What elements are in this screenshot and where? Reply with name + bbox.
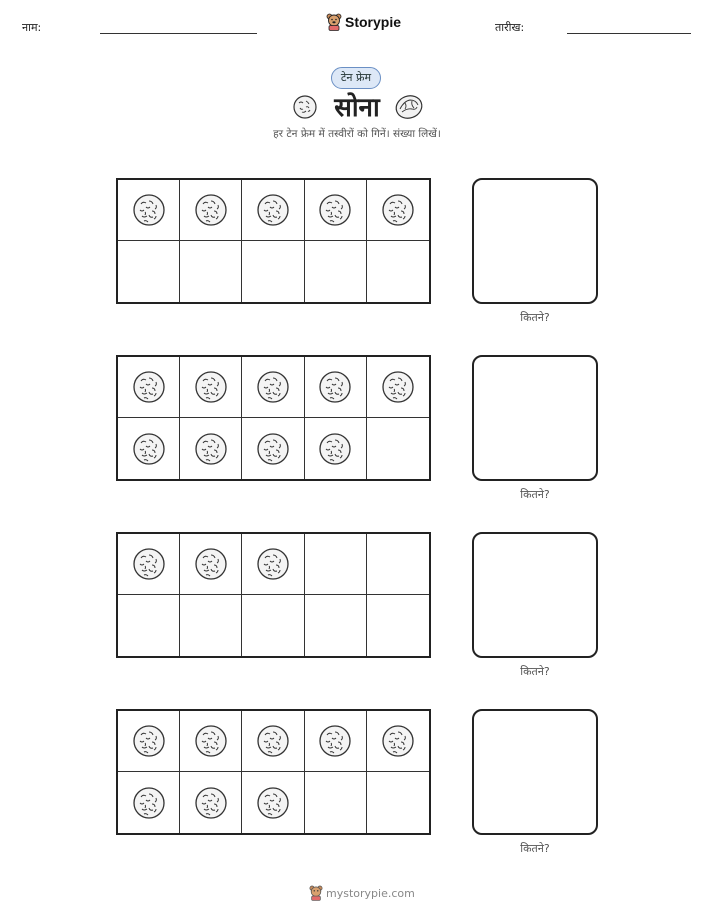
ten-frame-cell: [242, 357, 304, 418]
answer-prompt: कितने?: [520, 842, 550, 855]
ten-frame-cell: [118, 534, 180, 595]
ten-frame-cell: [242, 418, 304, 479]
name-label: नाम:: [22, 21, 42, 34]
ten-frame-cell: [242, 595, 304, 656]
answer-box[interactable]: [472, 355, 598, 481]
walnut-icon: [318, 724, 352, 758]
walnut-icon: [256, 432, 290, 466]
answer-prompt: कितने?: [520, 665, 550, 678]
ten-frame-cell: [242, 711, 304, 772]
walnut-icon: [318, 432, 352, 466]
ten-frame-cell: [367, 534, 429, 595]
walnut-icon: [194, 193, 228, 227]
ten-frame-cell: [305, 711, 367, 772]
ten-frame: [116, 178, 431, 304]
walnut-icon: [256, 193, 290, 227]
ten-frame-cell: [180, 595, 242, 656]
ten-frame-cell: [180, 418, 242, 479]
walnut-icon: [381, 370, 415, 404]
brand-name: Storypie: [345, 14, 402, 30]
walnut-icon: [318, 193, 352, 227]
ten-frame-cell: [180, 534, 242, 595]
instructions: हर टेन फ्रेम में तस्वीरों को गिनें। संख्या लिखें।: [273, 128, 441, 140]
walnut-icon: [194, 786, 228, 820]
ten-frame-cell: [118, 595, 180, 656]
ten-frame-cell: [305, 595, 367, 656]
date-line[interactable]: [567, 33, 691, 34]
ten-frame: [116, 355, 431, 481]
ten-frame-cell: [305, 180, 367, 241]
ten-frame-cell: [367, 772, 429, 833]
walnut-icon: [381, 724, 415, 758]
ten-frame-cell: [118, 418, 180, 479]
ten-frame-cell: [180, 772, 242, 833]
name-line[interactable]: [100, 33, 257, 34]
walnut-icon: [132, 786, 166, 820]
footer-url[interactable]: mystorypie.com: [326, 886, 415, 900]
walnut-icon: [194, 724, 228, 758]
ten-frame: [116, 532, 431, 658]
walnut-icon: [132, 193, 166, 227]
ten-frame-cell: [242, 534, 304, 595]
ten-frame-cell: [180, 241, 242, 302]
walnut-icon: [194, 547, 228, 581]
walnut-icon: [256, 724, 290, 758]
walnut-icon: [318, 370, 352, 404]
walnut-icon: [256, 786, 290, 820]
bear-mascot-icon: [309, 885, 323, 901]
ten-frame-cell: [180, 180, 242, 241]
walnut-icon: [256, 547, 290, 581]
walnut-icon: [381, 193, 415, 227]
ten-frame-cell: [118, 180, 180, 241]
ten-frame-cell: [118, 711, 180, 772]
ten-frame-cell: [367, 711, 429, 772]
topic-tag: टेन फ्रेम: [331, 67, 381, 89]
answer-prompt: कितने?: [520, 311, 550, 324]
ten-frame-cell: [305, 418, 367, 479]
walnut-icon: [132, 547, 166, 581]
ten-frame-cell: [180, 711, 242, 772]
ten-frame: [116, 709, 431, 835]
bear-mascot-icon: [326, 13, 342, 31]
ten-frame-cell: [118, 357, 180, 418]
date-label: तारीख:: [495, 21, 525, 34]
walnut-icon: [132, 432, 166, 466]
walnut-icon: [132, 370, 166, 404]
walnut-half-icon: [394, 93, 424, 121]
ten-frame-cell: [305, 772, 367, 833]
answer-prompt: कितने?: [520, 488, 550, 501]
brand-logo: [326, 13, 401, 31]
walnut-icon: [132, 724, 166, 758]
walnut-icon: [194, 370, 228, 404]
ten-frame-cell: [367, 241, 429, 302]
ten-frame-cell: [118, 772, 180, 833]
ten-frame-cell: [118, 241, 180, 302]
ten-frame-cell: [367, 418, 429, 479]
ten-frame-cell: [367, 180, 429, 241]
ten-frame-cell: [305, 241, 367, 302]
answer-box[interactable]: [472, 532, 598, 658]
footer: [309, 885, 415, 901]
ten-frame-cell: [242, 772, 304, 833]
ten-frame-cell: [242, 180, 304, 241]
answer-box[interactable]: [472, 178, 598, 304]
ten-frame-cell: [305, 534, 367, 595]
ten-frame-cell: [305, 357, 367, 418]
walnut-icon: [194, 432, 228, 466]
walnut-icon: [256, 370, 290, 404]
ten-frame-cell: [180, 357, 242, 418]
page-title: सोना: [334, 93, 380, 123]
ten-frame-cell: [367, 595, 429, 656]
ten-frame-cell: [367, 357, 429, 418]
ten-frame-cell: [242, 241, 304, 302]
answer-box[interactable]: [472, 709, 598, 835]
